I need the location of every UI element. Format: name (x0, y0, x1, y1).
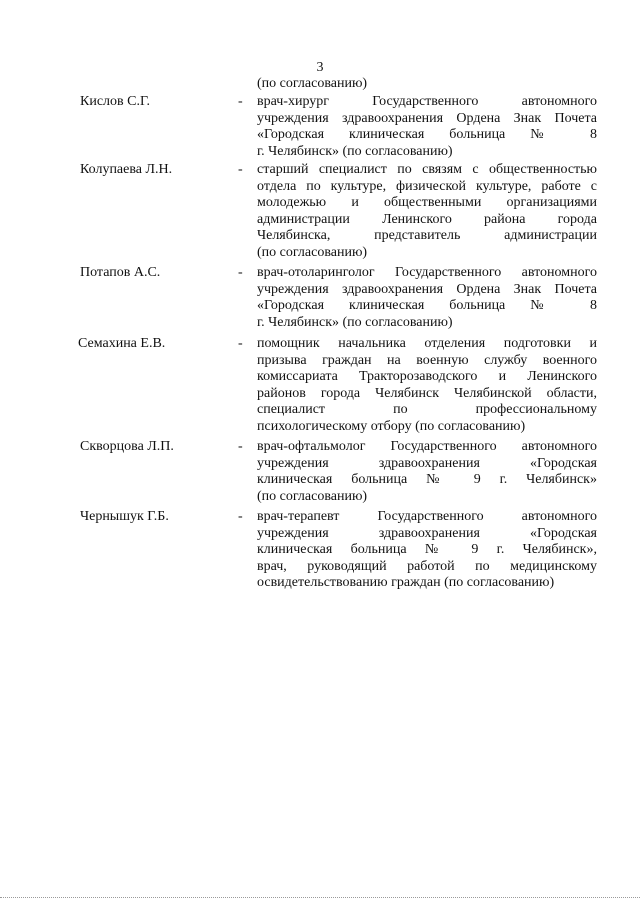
description-line: «Городская клиническая больница № 8 (257, 298, 597, 313)
description-line: клиническая больница № 9 г. Челябинск» (257, 472, 597, 487)
description-line: Челябинска, представитель администрации (257, 228, 597, 243)
member-name: Колупаева Л.Н. (80, 162, 173, 177)
description-line: учреждения здравоохранения «Городская (257, 525, 597, 541)
description-line: г. Челябинск» (по согласованию) (257, 314, 453, 330)
scan-bottom-edge (0, 897, 640, 898)
member-name: Потапов А.С. (80, 265, 161, 280)
dash-separator: - (238, 94, 243, 109)
description-line: комиссариата Тракторозаводского и Ленинского (257, 369, 597, 384)
member-description (257, 509, 597, 592)
description-line: районов города Челябинск Челябинской области, (257, 385, 597, 401)
continued-text: (по согласованию) (257, 76, 368, 91)
member-description (257, 336, 597, 435)
description-line: психологическому отбору (по согласованию) (257, 418, 526, 434)
member-description (257, 265, 597, 331)
member-description (257, 162, 597, 261)
description-line: администрации Ленинского района города (257, 211, 597, 227)
description-line: врач-отоларинголог Государственного автономного (257, 265, 597, 280)
description-line: освидетельствованию граждан (по согласованию) (257, 575, 555, 590)
dash-separator: - (238, 439, 243, 454)
member-name: Семахина Е.В. (78, 336, 166, 351)
dash-separator: - (238, 336, 243, 351)
description-line: «Городская клиническая больница № 8 (257, 127, 597, 142)
description-line: (по согласованию) (257, 244, 368, 260)
dash-separator: - (238, 265, 243, 280)
description-line: молодежью и общественными организациями (257, 195, 597, 210)
description-line: врач-хирург Государственного автономного (257, 94, 597, 109)
member-description (257, 439, 597, 505)
member-name: Скворцова Л.П. (80, 439, 174, 454)
description-line: клиническая больница № 9 г. Челябинск», (257, 542, 597, 557)
member-name: Кислов С.Г. (80, 94, 150, 109)
description-line: учреждения здравоохранения Ордена Знак Почета (257, 281, 597, 297)
page-number: 3 (316, 60, 324, 75)
description-line: врач, руководящий работой по медицинскому (257, 558, 597, 574)
description-line: врач-офтальмолог Государственного автономного (257, 439, 597, 454)
dash-separator: - (238, 162, 243, 177)
description-line: учреждения здравоохранения «Городская (257, 455, 597, 471)
description-line: помощник начальника отделения подготовки и (257, 336, 597, 351)
description-line: (по согласованию) (257, 488, 368, 504)
dash-separator: - (238, 509, 243, 524)
description-line: призыва граждан на военную службу военного (257, 352, 597, 368)
description-line: отдела по культуре, физической культуре, работе с (257, 178, 597, 194)
description-line: специалист по профессиональному (257, 402, 597, 417)
description-line: старший специалист по связям с общественностью (257, 162, 597, 177)
description-line: учреждения здравоохранения Ордена Знак Почета (257, 110, 597, 126)
member-description (257, 94, 597, 160)
description-line: г. Челябинск» (по согласованию) (257, 143, 453, 159)
description-line: врач-терапевт Государственного автономного (257, 509, 597, 524)
member-name: Чернышук Г.Б. (80, 509, 169, 524)
